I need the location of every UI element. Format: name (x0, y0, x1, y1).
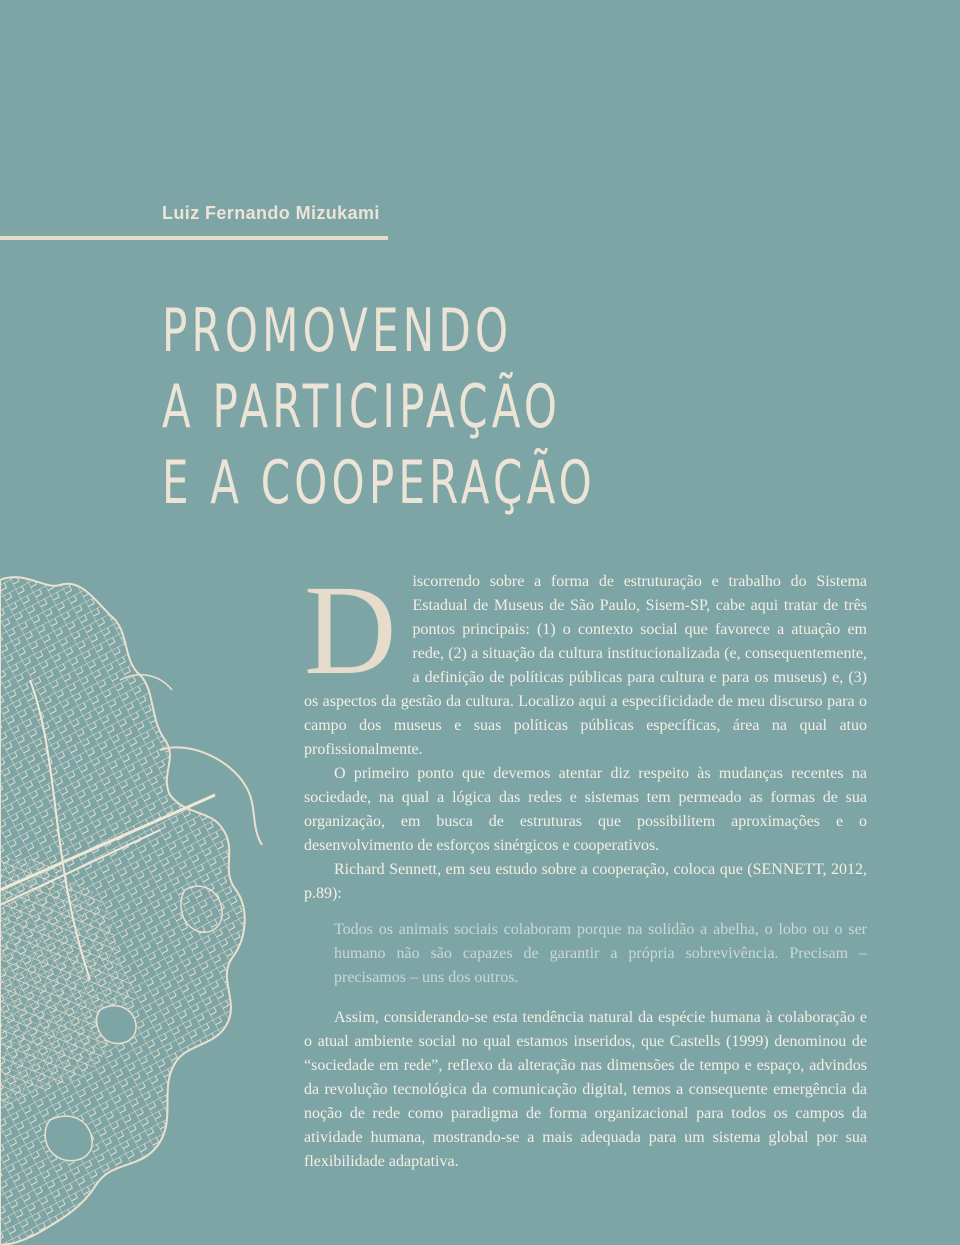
article-title (162, 293, 596, 521)
article-body (304, 559, 867, 1174)
paragraph-3: Richard Sennett, em seu estudo sobre a cooperação, coloca que (SENNETT, 2012, p.89): (304, 861, 867, 902)
paragraph-1-text: iscorrendo sobre a forma de estruturação e trabalho do Sistema Estadual de Museus de São Paulo, Sisem-SP, cabe aqui tratar de três pontos principais: (1) o contexto social que favorece a atuação em rede, (2) a situação da cultura institucionalizada (e, consequentemente, a definição de políticas públicas para cultura e para os museus) e, (3) os aspectos da gestão da cultura. Localizo aqui a especificidade de meu discurso para o campo dos museus e suas políticas públicas específicas, área na qual atuo profissionalmente. (304, 573, 867, 758)
author-name: Luiz Fernando Mizukami (162, 203, 380, 223)
intro-paragraph (304, 559, 867, 762)
title-line-1: PROMOVENDO (162, 296, 513, 366)
drop-cap: D (304, 559, 397, 701)
paragraph-4: Assim, considerando-se esta tendência natural da espécie humana à colaboração e o atual ambiente social no qual estamos inseridos, que Castells (1999) denominou de “sociedade em rede”, reflexo da alteração nas dimensões de tempo e espaço, advindos da revolução tecnológica da comunicação digital, temos a consequente emergência da noção de rede como paradigma de forma organizacional para todos os campos da atividade humana, mostrando-se a mais adequada para um sistema global por sua flexibilidade adaptativa. (304, 1009, 867, 1170)
author-divider (0, 236, 388, 240)
paragraph-2: O primeiro ponto que devemos atentar diz respeito às mudanças recentes na sociedade, na qual a lógica das redes e sistemas tem permeado as formas de sua organização, em busca de estruturas que possibilitem aproximações e o desenvolvimento de esforços sinérgicos e cooperativos. (304, 765, 867, 854)
title-line-3: E A COOPERAÇÃO (162, 448, 596, 518)
city-map-illustration (0, 560, 280, 1245)
block-quote: Todos os animais sociais colaboram porque na solidão a abelha, o lobo ou o ser humano não são capazes de garantir a própria sobrevivência. Precisam – precisamos – uns dos outros. (334, 921, 867, 986)
title-line-2: A PARTICIPAÇÃO (162, 372, 562, 442)
